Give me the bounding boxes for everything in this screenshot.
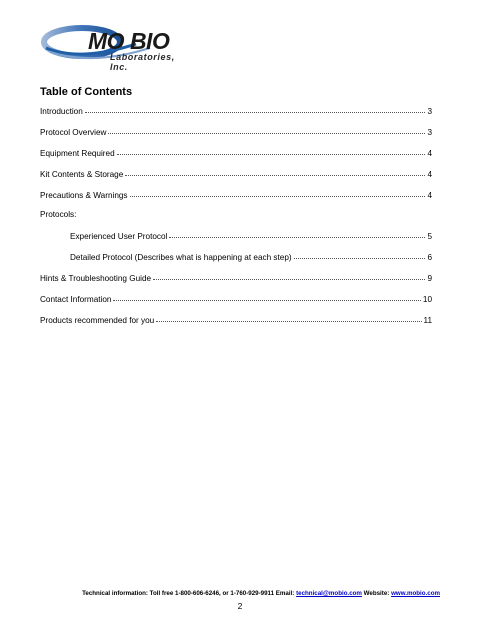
toc-entry-page: 4 [427, 191, 432, 200]
footer-contact-text: Technical information: Toll free 1-800-606-6246, or 1-760-929-9911 Email: [82, 590, 297, 597]
toc-entry-label: Protocol Overview [40, 128, 107, 137]
company-logo [40, 22, 190, 72]
toc-protocols-heading: Protocols: [40, 210, 77, 219]
leader-dots [117, 147, 426, 155]
footer-website-link[interactable]: www.mobio.com [391, 590, 440, 597]
leader-dots [169, 230, 425, 238]
toc-entry-label: Precautions & Warnings [40, 191, 128, 200]
toc-entry-equipment-required[interactable] [40, 148, 432, 160]
leader-dots [85, 105, 426, 113]
toc-entry-label: Experienced User Protocol [70, 232, 168, 241]
toc-entry-label: Hints & Troubleshooting Guide [40, 274, 152, 283]
toc-entry-page: 10 [422, 295, 432, 304]
leader-dots [153, 272, 425, 280]
logo-name: MO BIO [88, 28, 170, 54]
leader-dots [113, 293, 420, 301]
toc-entry-page: 9 [427, 274, 432, 283]
toc-entry-label: Contact Information [40, 295, 112, 304]
leader-dots [125, 168, 425, 176]
leader-dots [130, 189, 426, 197]
toc-entry-page: 4 [427, 149, 432, 158]
toc-entry-label: Equipment Required [40, 149, 115, 158]
toc-entry-label: Detailed Protocol (Describes what is happening at each step) [70, 253, 292, 262]
toc-entry-page: 3 [427, 128, 432, 137]
footer-email-link[interactable]: technical@mobio.com [296, 590, 362, 597]
leader-dots [294, 251, 426, 259]
toc-entry-page: 4 [427, 170, 432, 179]
logo-subtitle: Laboratories, Inc. [110, 52, 175, 72]
toc-entry-page: 6 [427, 253, 432, 262]
leader-dots [108, 126, 425, 134]
toc-entry-precautions[interactable] [40, 190, 432, 202]
toc-entry-hints-troubleshooting[interactable] [40, 273, 432, 285]
toc-entry-page: 3 [427, 107, 432, 116]
footer-website-label: Website: [361, 590, 392, 597]
toc-entry-contact-information[interactable] [40, 294, 432, 306]
toc-entry-products-recommended[interactable] [40, 315, 432, 327]
toc-entry-kit-contents[interactable] [40, 169, 432, 181]
toc-entry-protocol-overview[interactable] [40, 127, 432, 139]
leader-dots [156, 314, 421, 322]
toc-title: Table of Contents [40, 86, 133, 98]
toc-entry-introduction[interactable] [40, 106, 432, 118]
toc-entry-label: Products recommended for you [40, 316, 155, 325]
page-number: 2 [237, 601, 243, 611]
toc-entry-page: 11 [423, 316, 432, 325]
toc-entry-label: Introduction [40, 107, 83, 116]
toc-entry-page: 5 [427, 232, 432, 241]
toc-entry-label: Kit Contents & Storage [40, 170, 124, 179]
page-footer [40, 590, 440, 597]
toc-entry-detailed-protocol[interactable] [70, 252, 432, 264]
toc-entry-experienced-user-protocol[interactable] [70, 231, 432, 243]
